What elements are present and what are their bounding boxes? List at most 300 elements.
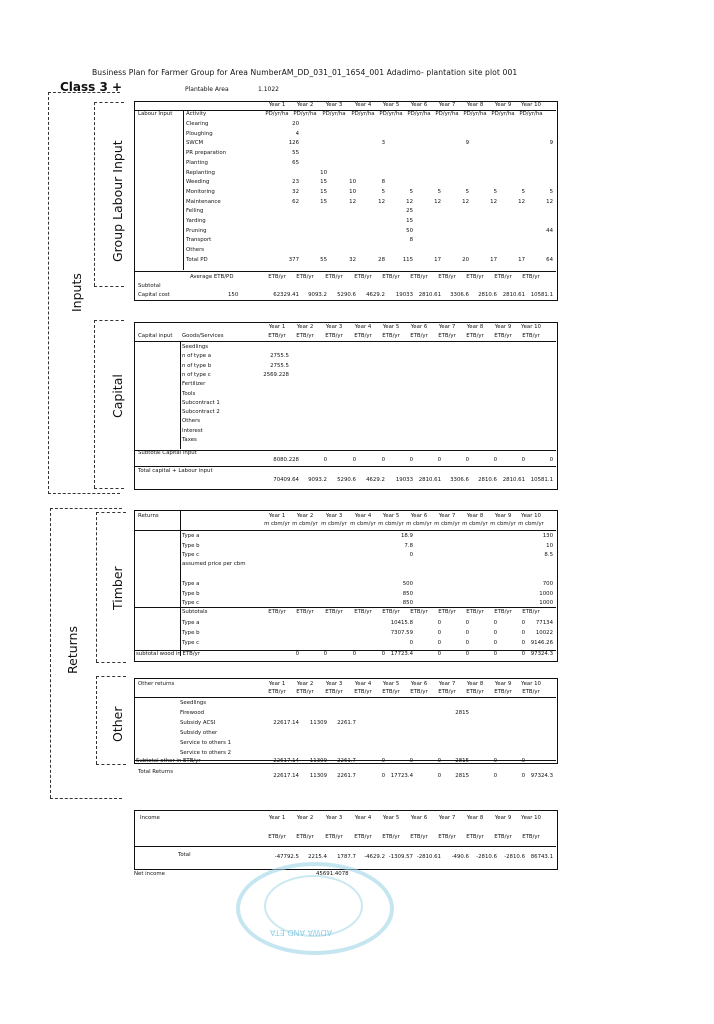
- unit-header: ETB/yr: [410, 274, 428, 280]
- other-item: Seedlings: [180, 700, 207, 706]
- year-header: Year 4: [354, 513, 372, 519]
- inputs-label: Inputs: [69, 273, 84, 312]
- unit-header: ETB/yr: [494, 274, 512, 280]
- capital-subtotal-value: 0: [493, 457, 497, 463]
- timber-subtotal-value: 0: [521, 640, 525, 646]
- labour-activity-replanting: Replanting: [186, 169, 215, 176]
- capital-subtotal-rule: [134, 450, 556, 451]
- labour-value: 50: [406, 227, 413, 234]
- net-income-value: 45691.4078: [316, 871, 349, 877]
- other-section-label: Other returns: [138, 681, 175, 687]
- labour-value: 32: [292, 188, 299, 195]
- other-total-value: 22617.14: [273, 773, 299, 779]
- year-header: Year 6: [410, 324, 428, 330]
- frame-line: [50, 508, 51, 798]
- other-total-value: 97324.3: [530, 773, 553, 779]
- labour-value: 15: [406, 218, 413, 224]
- frame-line: [96, 676, 126, 677]
- frame-line: [96, 662, 126, 663]
- labour-subtotal-label: Subtotal: [138, 283, 161, 289]
- labour-activity-others: Others: [186, 247, 205, 254]
- capital-item: n of type a: [182, 353, 212, 360]
- unit-header: m cbm/yr: [518, 521, 544, 527]
- year-header: Year 1: [268, 513, 286, 519]
- other-subtotal-value: 0: [493, 758, 497, 764]
- labour-value: 5: [493, 188, 497, 195]
- year-header: Year 8: [466, 681, 484, 687]
- income-value: -2810.6: [504, 854, 525, 860]
- income-value: -2810.6: [476, 854, 497, 860]
- labour-value: 5: [465, 188, 469, 195]
- other-total-value: 11309: [309, 773, 327, 779]
- capital-item: Tools: [182, 390, 196, 397]
- labour-activity-weeding: Weeding: [186, 179, 210, 186]
- timber-subtotal-value: 0: [521, 630, 525, 636]
- income-value: -47792.5: [274, 854, 299, 860]
- labour-value: 5: [549, 188, 553, 195]
- page-title: Business Plan for Farmer Group for Area NumberAM_DD_031_01_1654_001 Adadimo- plantation site plot 001: [92, 68, 518, 77]
- labour-section-label: Labour Input: [138, 111, 173, 117]
- labour-activity-yarding: Yarding: [186, 218, 206, 224]
- timber-volume: 8.5: [544, 552, 553, 558]
- frame-line: [96, 676, 97, 764]
- year-header: Year 2: [296, 102, 314, 108]
- other-item: Subsidy ACSI: [180, 720, 216, 726]
- timber-type: Type c: [182, 552, 200, 558]
- other-value: 22617.14: [273, 720, 299, 726]
- income-value: -490.6: [451, 854, 469, 860]
- year-header: Year 7: [438, 513, 456, 519]
- year-header: Year 8: [466, 324, 484, 330]
- frame-line: [96, 512, 126, 513]
- capital-section-label: Capital input: [138, 333, 173, 339]
- capital-total-value: 2810.61: [418, 477, 441, 483]
- unit-header: ETB/yr: [325, 689, 343, 695]
- unit-header: PD/yr/ha: [265, 111, 289, 117]
- timber-volume: 0: [409, 552, 413, 558]
- labour-value: 5: [521, 188, 525, 195]
- labour-value: 17: [490, 256, 497, 263]
- year-header: Year 4: [354, 324, 372, 330]
- labour-value: 8: [381, 179, 385, 186]
- year-header: Year 1: [268, 324, 286, 330]
- capital-total-value: 10581.1: [530, 477, 553, 483]
- labour-activity-monitoring: Monitoring: [186, 188, 215, 195]
- plantable-area-value: 1.1022: [258, 86, 279, 93]
- labour-value: 32: [349, 256, 356, 263]
- timber-subtotal-value: 10022: [535, 630, 553, 636]
- unit-header: ETB/yr: [494, 333, 512, 339]
- income-value: -1309.57: [388, 854, 413, 860]
- unit-header: ETB/yr: [382, 609, 400, 615]
- year-header: Year 10: [521, 681, 541, 687]
- timber-volume: 18.9: [400, 533, 413, 539]
- year-header: Year 3: [325, 513, 343, 519]
- unit-header: ETB/yr: [494, 609, 512, 615]
- labour-value: 10: [320, 169, 327, 176]
- income-value: 2215.4: [308, 854, 327, 860]
- capital-item: Subcontract 1: [182, 399, 220, 406]
- labour-value: 5: [381, 188, 385, 195]
- year-header: Year 6: [410, 681, 428, 687]
- other-item: Subsidy other: [180, 730, 218, 736]
- year-header: Year 5: [382, 815, 400, 821]
- capital-label: Capital: [110, 374, 125, 418]
- unit-header: m cbm/yr: [350, 521, 376, 527]
- unit-header: PD/yr/ha: [519, 111, 543, 117]
- timber-subtotal-value: 0: [465, 620, 469, 626]
- timber-volume: 10: [546, 542, 553, 549]
- unit-header: PD/yr/ha: [379, 111, 403, 117]
- frame-line: [50, 798, 122, 799]
- capital-subtotal-value: 0: [521, 457, 525, 463]
- labour-value: 10: [349, 179, 356, 186]
- unit-header: ETB/yr: [354, 274, 372, 280]
- capital-subtotal-value: 0: [437, 457, 441, 463]
- capital-subtotal-value: 0: [352, 457, 356, 463]
- capital-total-value: 2810.61: [502, 477, 525, 483]
- labour-activity-swcm: SWCM: [186, 140, 204, 147]
- timber-type: Type b: [182, 542, 200, 549]
- timber-subtotal-value: 0: [493, 640, 497, 646]
- unit-header: ETB/yr: [296, 609, 314, 615]
- capital-total-value: 2810.6: [478, 477, 497, 483]
- timber-subtotal-value: 0: [437, 620, 441, 626]
- unit-header: ETB/yr: [494, 834, 512, 840]
- year-header: Year 10: [521, 102, 541, 108]
- unit-header: ETB/yr: [268, 333, 286, 339]
- year-header: Year 6: [410, 815, 428, 821]
- labour-subtotal-value: 2810.6: [478, 292, 497, 298]
- labour-value: 64: [546, 256, 553, 263]
- unit-header: ETB/yr: [268, 689, 286, 695]
- frame-line: [94, 102, 124, 103]
- avg-label: Average ETB/PD: [190, 274, 234, 280]
- labour-activity-pr-preparation: PR preparation: [186, 150, 227, 157]
- subtotal-wood-label: subtotal wood in ETB/yr: [136, 651, 201, 657]
- price-value: 1000: [539, 600, 553, 606]
- unit-header: ETB/yr: [354, 834, 372, 840]
- year-header: Year 10: [521, 324, 541, 330]
- timber-subtotal-value: 0: [437, 630, 441, 636]
- unit-header: ETB/yr: [466, 609, 484, 615]
- labour-value: 25: [406, 208, 413, 215]
- subtotal-wood-value: 0: [295, 651, 299, 657]
- year-header: Year 4: [354, 815, 372, 821]
- other-total-value: 2815: [455, 773, 469, 779]
- unit-header: m cbm/yr: [462, 521, 488, 527]
- activity-divider: [183, 110, 184, 270]
- capital-item: Subcontract 2: [182, 409, 220, 416]
- other-item: Service to others 2: [180, 750, 232, 756]
- subtotal-wood-value: 17723.4: [390, 651, 413, 657]
- unit-header: ETB/yr: [382, 274, 400, 280]
- other-subtotal-value: 22617.14: [273, 758, 299, 764]
- labour-value: 9: [465, 140, 469, 147]
- frame-line: [96, 512, 97, 662]
- labour-label: Group Labour Input: [110, 140, 125, 262]
- capital-subtotal-value: 0: [323, 457, 327, 463]
- year-header: Year 7: [438, 324, 456, 330]
- year-header: Year 9: [494, 513, 512, 519]
- unit-header: ETB/yr: [296, 274, 314, 280]
- timber-divider: [180, 510, 181, 656]
- subtotal-wood-value: 97324.3: [530, 651, 553, 657]
- unit-header: PD/yr/ha: [351, 111, 375, 117]
- unit-header: m cbm/yr: [321, 521, 347, 527]
- timber-section-label: Returns: [138, 513, 159, 519]
- unit-header: ETB/yr: [382, 834, 400, 840]
- unit-header: ETB/yr: [410, 834, 428, 840]
- unit-header: ETB/yr: [296, 689, 314, 695]
- labour-value: 12: [546, 198, 553, 205]
- unit-header: m cbm/yr: [406, 521, 432, 527]
- capital-subtotal-value: 0: [465, 457, 469, 463]
- income-label: Income: [140, 815, 160, 821]
- other-total-value: 0: [521, 773, 525, 779]
- subtotal-wood-value: 0: [465, 651, 469, 657]
- labour-value: 28: [378, 256, 385, 263]
- labour-value: 12: [434, 198, 441, 205]
- income-value: 86743.1: [530, 854, 553, 860]
- labour-value: 5: [409, 188, 413, 195]
- year-header: Year 8: [466, 815, 484, 821]
- capital-total-value: 3306.6: [450, 477, 469, 483]
- other-subtotal-value: 2815: [455, 758, 469, 764]
- timber-subtotal-value: 0: [437, 640, 441, 646]
- income-value: -4629.2: [364, 854, 385, 860]
- unit-header: ETB/yr: [466, 834, 484, 840]
- frame-line: [48, 493, 120, 494]
- capital-item: n of type b: [182, 362, 212, 369]
- returns-label: Returns: [65, 626, 80, 674]
- labour-activity-ploughing: Ploughing: [186, 130, 213, 137]
- capital-subtotal-value: 0: [381, 457, 385, 463]
- year-header: Year 3: [325, 815, 343, 821]
- labour-activity-transport: Transport: [186, 237, 212, 244]
- unit-header: ETB/yr: [438, 274, 456, 280]
- other-total-value: 0: [381, 773, 385, 779]
- unit-header: m cbm/yr: [490, 521, 516, 527]
- timber-subtotal-value: 0: [465, 630, 469, 636]
- year-header: Year 10: [521, 513, 541, 519]
- year-header: Year 3: [325, 681, 343, 687]
- unit-header: ETB/yr: [296, 834, 314, 840]
- unit-header: ETB/yr: [325, 609, 343, 615]
- timber-subtotal-value: 0: [409, 640, 413, 646]
- labour-value: 126: [288, 140, 299, 147]
- labour-value: 17: [518, 256, 525, 263]
- price-type: Type b: [182, 590, 200, 597]
- unit-header: ETB/yr: [522, 689, 540, 695]
- year-header: Year 8: [466, 102, 484, 108]
- labour-value: 12: [462, 198, 469, 205]
- goods-header: Goods/Services: [182, 333, 224, 339]
- labour-subtotal-value: 2810.61: [502, 292, 525, 298]
- timber-subtotal-value: 0: [493, 620, 497, 626]
- labour-subtotal-value: 10581.1: [530, 292, 553, 298]
- year-header: Year 9: [494, 102, 512, 108]
- activity-header: Activity: [186, 111, 207, 117]
- timber-volume: 130: [542, 533, 553, 539]
- unit-header: ETB/yr: [466, 274, 484, 280]
- price-value: 850: [402, 590, 413, 597]
- unit-header: ETB/yr: [522, 333, 540, 339]
- unit-header: ETB/yr: [382, 689, 400, 695]
- price-type: Type a: [182, 581, 200, 587]
- labour-value: 115: [402, 256, 413, 263]
- year-header: Year 2: [296, 681, 314, 687]
- unit-header: PD/yr/ha: [491, 111, 515, 117]
- year-header: Year 1: [268, 815, 286, 821]
- labour-value: 55: [292, 150, 299, 157]
- labour-subtotal-value: 2810.61: [418, 292, 441, 298]
- frame-line: [96, 764, 126, 765]
- frame-line: [94, 488, 124, 489]
- labour-activity-total-pd: Total PD: [186, 256, 208, 263]
- unit-header: ETB/yr: [382, 333, 400, 339]
- timber-volume: 7.8: [404, 542, 413, 549]
- timber-subtotal-type: Type b: [182, 630, 200, 636]
- capital-total-value: 5290.6: [337, 477, 356, 483]
- unit-header: ETB/yr: [410, 333, 428, 339]
- unit-header: ETB/yr: [325, 333, 343, 339]
- unit-header: PD/yr/ha: [322, 111, 346, 117]
- year-header: Year 5: [382, 513, 400, 519]
- capital-item: Others: [182, 418, 201, 425]
- labour-subtotal-value: 62329.41: [273, 292, 299, 298]
- unit-header: ETB/yr: [438, 689, 456, 695]
- unit-header: PD/yr/ha: [407, 111, 431, 117]
- labour-value: 65: [292, 159, 299, 166]
- unit-header: ETB/yr: [410, 689, 428, 695]
- year-header: Year 9: [494, 324, 512, 330]
- capital-total-value: 9093.2: [308, 477, 327, 483]
- unit-header: ETB/yr: [522, 609, 540, 615]
- year-header: Year 6: [410, 513, 428, 519]
- capital-value: 2569.228: [263, 371, 289, 378]
- other-value: 11309: [309, 720, 327, 726]
- other-header-rule: [134, 697, 556, 698]
- labour-value: 17: [434, 256, 441, 263]
- year-header: Year 8: [466, 513, 484, 519]
- class-label: Class 3 +: [60, 80, 123, 94]
- subtotal-wood-value: 0: [521, 651, 525, 657]
- other-total-value: 17723.4: [390, 773, 413, 779]
- year-header: Year 7: [438, 102, 456, 108]
- other-label: Other: [110, 706, 125, 742]
- subtotal-wood-value: 0: [437, 651, 441, 657]
- unit-header: m cbm/yr: [378, 521, 404, 527]
- price-value: 500: [402, 581, 413, 587]
- goods-divider: [180, 341, 181, 449]
- unit-header: ETB/yr: [466, 333, 484, 339]
- timber-subtotal-type: Type c: [182, 640, 200, 646]
- other-total-value: 2261.7: [337, 773, 356, 779]
- capital-value: 2755.5: [270, 353, 289, 360]
- capital-value: 2755.5: [270, 362, 289, 369]
- labour-activity-pruning: Pruning: [186, 227, 207, 234]
- labour-subtotal-value: 9093.2: [308, 292, 327, 298]
- price-value: 700: [542, 581, 553, 587]
- frame-line: [94, 102, 95, 286]
- timber-subtotal-value: 7307.59: [390, 630, 413, 636]
- labour-value: 12: [349, 198, 356, 205]
- capital-item: Seedlings: [182, 344, 209, 350]
- income-total-label: Total: [178, 852, 191, 858]
- labour-value: 23: [292, 179, 299, 186]
- labour-value: 20: [462, 256, 469, 263]
- labour-value: 3: [381, 140, 385, 147]
- unit-header: m cbm/yr: [264, 521, 290, 527]
- labour-value: 5: [437, 188, 441, 195]
- capital-total-value: 4629.2: [366, 477, 385, 483]
- timber-subtotal-value: 0: [521, 620, 525, 626]
- labour-value: 55: [320, 256, 327, 263]
- frame-line: [48, 92, 49, 494]
- year-header: Year 3: [325, 324, 343, 330]
- labour-header-rule: [134, 110, 556, 111]
- other-item: Firewood: [180, 710, 205, 716]
- labour-value: 62: [292, 198, 299, 205]
- unit-header: ETB/yr: [494, 689, 512, 695]
- unit-header: ETB/yr: [438, 333, 456, 339]
- subtotal-wood-value: 0: [323, 651, 327, 657]
- unit-header: ETB/yr: [325, 834, 343, 840]
- unit-header: PD/yr/ha: [435, 111, 459, 117]
- timber-subtotal-value: 77134: [535, 620, 553, 626]
- labour-total-rule: [134, 271, 556, 272]
- year-header: Year 5: [382, 324, 400, 330]
- capital-subtotal-value: 0: [549, 457, 553, 463]
- unit-header: PD/yr/ha: [463, 111, 487, 117]
- labour-value: 44: [546, 227, 553, 234]
- unit-header: m cbm/yr: [292, 521, 318, 527]
- year-header: Year 4: [354, 102, 372, 108]
- frame-line: [48, 92, 120, 93]
- year-header: Year 1: [268, 102, 286, 108]
- labour-subtotal-value: 19033: [395, 292, 413, 298]
- income-value: 1787.7: [337, 854, 356, 860]
- capital-total-value: 19033: [395, 477, 413, 483]
- unit-header: ETB/yr: [438, 609, 456, 615]
- stamp-text: ADWA AND ETA: [270, 928, 333, 937]
- capital-header-rule: [134, 341, 556, 342]
- year-header: Year 7: [438, 815, 456, 821]
- plantable-area-label: Plantable Area: [185, 86, 229, 93]
- unit-header: ETB/yr: [438, 834, 456, 840]
- capital-subtotal-label: Subtotal Capital input: [138, 450, 197, 456]
- unit-header: ETB/yr: [325, 274, 343, 280]
- price-label: assumed price per cbm: [182, 561, 246, 567]
- frame-line: [94, 286, 124, 287]
- other-total-label: Total Returns: [138, 769, 173, 775]
- year-header: Year 3: [325, 102, 343, 108]
- labour-value: 12: [406, 198, 413, 205]
- timber-subtotal-type: Type a: [182, 620, 200, 626]
- unit-header: ETB/yr: [410, 609, 428, 615]
- labour-value: 15: [320, 198, 327, 205]
- labour-value: 377: [288, 256, 299, 263]
- timber-subtotals-label: Subtotals: [182, 609, 208, 615]
- frame-line: [94, 320, 95, 488]
- year-header: Year 4: [354, 681, 372, 687]
- other-item: Service to others 1: [180, 740, 232, 746]
- price-type: Type c: [182, 600, 200, 606]
- capital-item: Interest: [182, 427, 203, 434]
- unit-header: ETB/yr: [354, 333, 372, 339]
- year-header: Year 2: [296, 324, 314, 330]
